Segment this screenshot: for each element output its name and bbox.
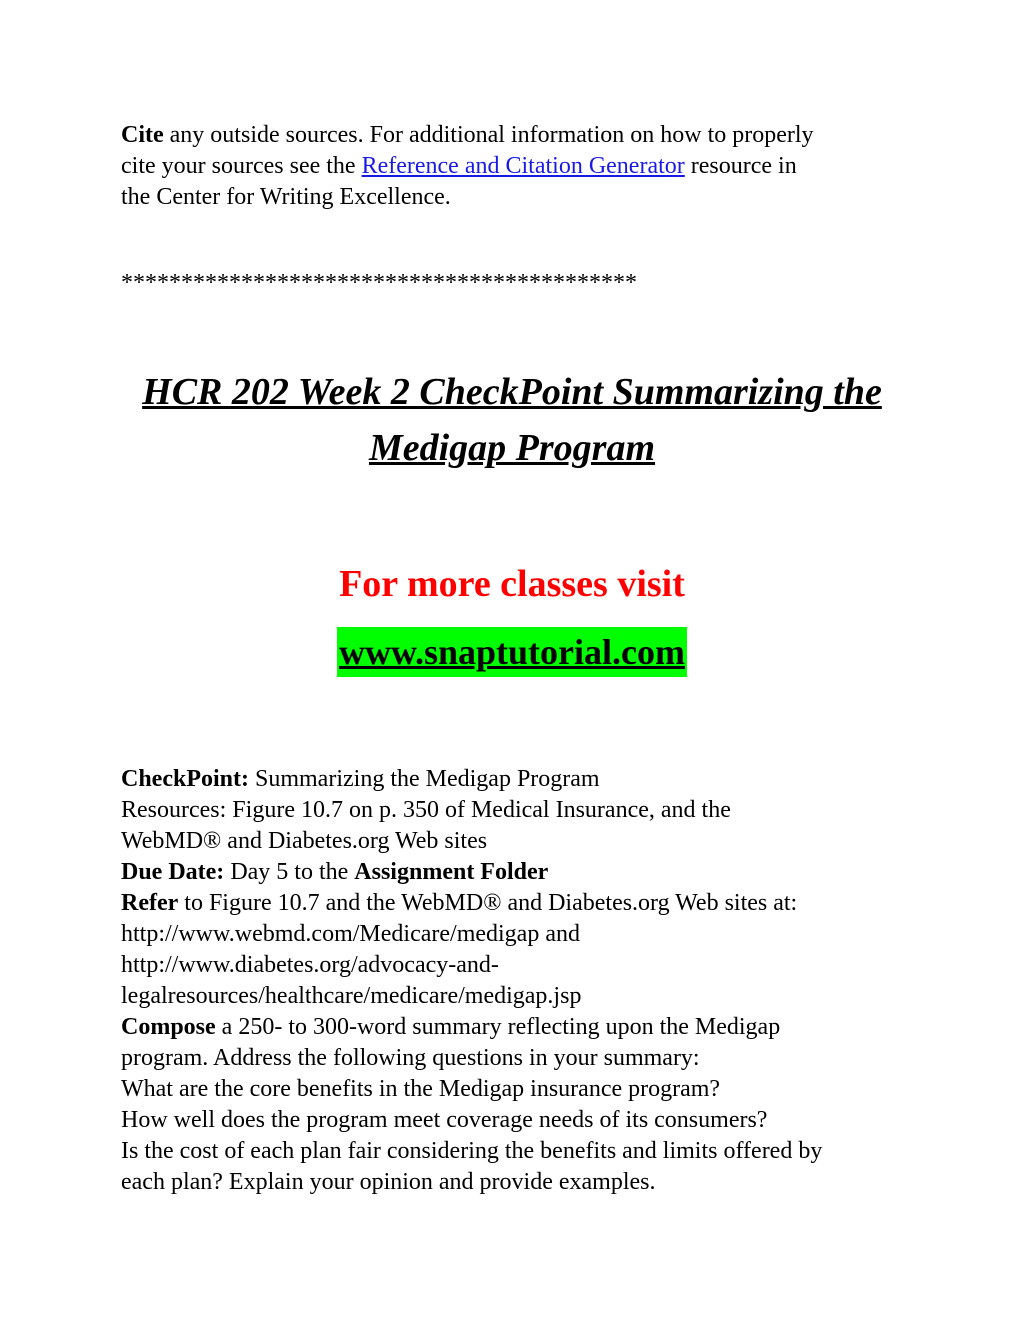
cite-text: cite your sources see the: [121, 153, 362, 179]
promo-heading: For more classes visit: [339, 563, 685, 605]
due-date-label: Due Date:: [121, 859, 225, 885]
cite-text: any outside sources. For additional information on how to properly: [163, 122, 814, 148]
cite-text: the Center for Writing Excellence.: [121, 184, 451, 210]
question-3: Is the cost of each plan fair considering the benefits and limits offered by: [121, 1138, 823, 1164]
question-3: each plan? Explain your opinion and provide examples.: [121, 1169, 656, 1195]
resources-line: WebMD® and Diabetes.org Web sites: [121, 828, 488, 854]
resources-line: Resources: Figure 10.7 on p. 350 of Medical Insurance, and the: [121, 797, 731, 823]
page-title: [0, 364, 1024, 476]
url-line: http://www.diabetes.org/advocacy-and-: [121, 952, 499, 978]
url-line: legalresources/healthcare/medicare/medigap.jsp: [121, 983, 582, 1009]
cite-text: resource in: [684, 153, 797, 179]
reference-citation-link[interactable]: Reference and Citation Generator: [361, 153, 685, 179]
question-1: What are the core benefits in the Medigap insurance program?: [121, 1076, 721, 1102]
separator: *******************************************: [121, 270, 637, 296]
refer-label: Refer: [121, 890, 179, 916]
refer-text: to Figure 10.7 and the WebMD® and Diabetes.org Web sites at:: [178, 890, 798, 916]
compose-label: Compose: [121, 1014, 216, 1040]
website-link[interactable]: www.snaptutorial.com: [337, 627, 687, 677]
assignment-details: [121, 764, 921, 1198]
cite-paragraph: [121, 120, 921, 213]
cite-lead: Cite: [121, 122, 164, 148]
title-line: Medigap Program: [368, 427, 656, 469]
title-line: HCR 202 Week 2 CheckPoint Summarizing the: [142, 371, 882, 413]
assignment-folder: Assignment Folder: [354, 859, 549, 885]
checkpoint-label: CheckPoint:: [121, 766, 249, 792]
url-line: http://www.webmd.com/Medicare/medigap and: [121, 921, 580, 947]
checkpoint-text: Summarizing the Medigap Program: [249, 766, 600, 792]
question-2: How well does the program meet coverage needs of its consumers?: [121, 1107, 768, 1133]
compose-text: a 250- to 300-word summary reflecting upon the Medigap: [215, 1014, 781, 1040]
due-date-text: Day 5 to the: [224, 859, 355, 885]
website-block: [0, 627, 1024, 677]
compose-text: program. Address the following questions in your summary:: [121, 1045, 700, 1071]
